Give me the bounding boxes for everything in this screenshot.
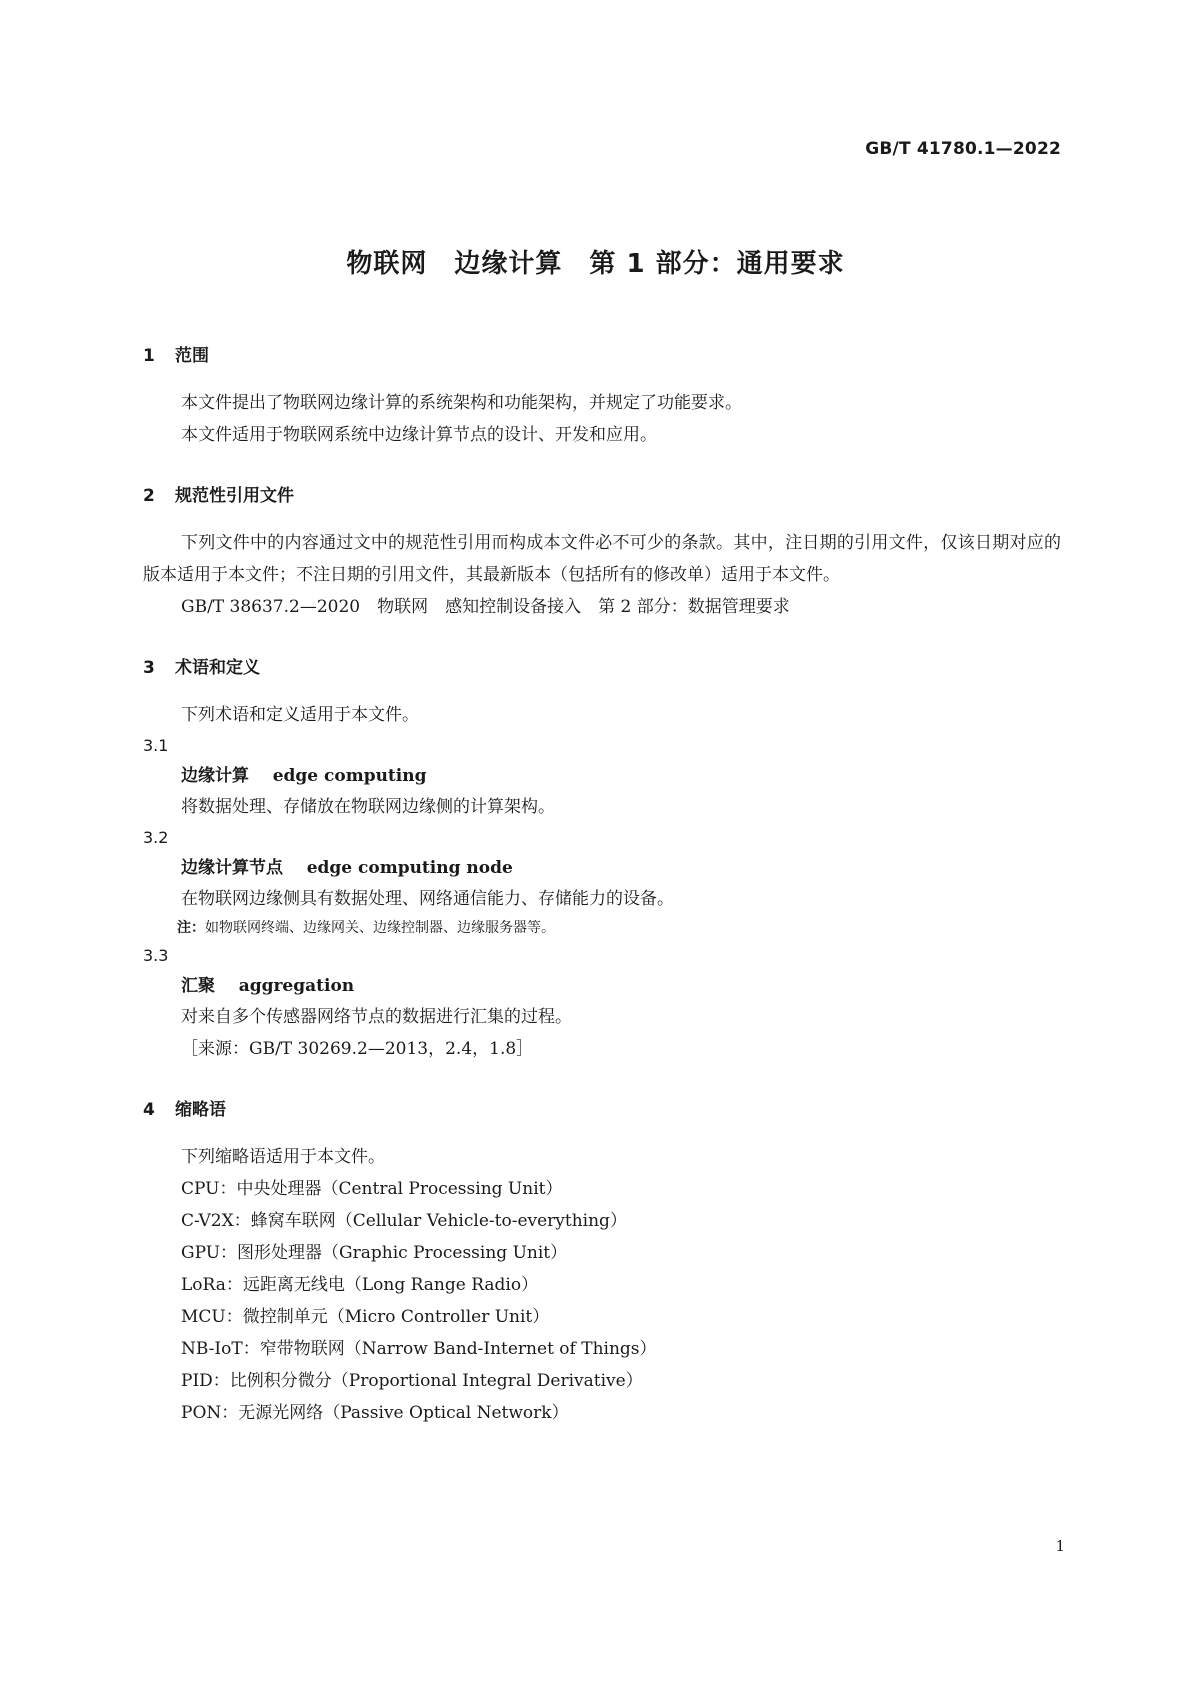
page-number: 1 — [1055, 1537, 1065, 1555]
abbreviation-item: C-V2X：蜂窝车联网（Cellular Vehicle-to-everything） — [181, 1211, 627, 1231]
term-number: 3.2 — [143, 828, 169, 847]
term-zh: 边缘计算节点 — [181, 858, 283, 878]
section-number: 4 — [143, 1100, 155, 1120]
term-definition: 将数据处理、存储放在物联网边缘侧的计算架构。 — [181, 797, 555, 817]
abbreviation-item: MCU：微控制单元（Micro Controller Unit） — [181, 1307, 550, 1327]
term-zh: 边缘计算 — [181, 766, 249, 786]
abbreviation-list — [143, 1173, 1061, 1429]
term-source: ［来源：GB/T 30269.2—2013，2.4，1.8］ — [181, 1039, 534, 1059]
section-4-heading — [143, 1099, 1061, 1121]
abbreviation-item: LoRa：远距离无线电（Long Range Radio） — [181, 1275, 539, 1295]
paragraph: 下列文件中的内容通过文中的规范性引用而构成本文件必不可少的条款。其中，注日期的引用文件，仅该日期对应的版本适用于本文件；不注日期的引用文件，其最新版本（包括所有的修改单）适用于本文件。 — [143, 533, 1061, 585]
section-title: 缩略语 — [175, 1100, 226, 1120]
paragraph: 下列术语和定义适用于本文件。 — [181, 705, 419, 725]
paragraph: 本文件适用于物联网系统中边缘计算节点的设计、开发和应用。 — [181, 425, 657, 445]
term-name — [143, 761, 1061, 791]
section-2-heading — [143, 485, 1061, 507]
note-text: 如物联网终端、边缘网关、边缘控制器、边缘服务器等。 — [205, 920, 555, 936]
section-title: 范围 — [175, 346, 209, 366]
section-3-heading — [143, 657, 1061, 679]
abbreviation-item: PID：比例积分微分（Proportional Integral Derivative） — [181, 1371, 643, 1391]
document-title: 物联网 边缘计算 第 1 部分：通用要求 — [346, 249, 845, 279]
term-name — [143, 853, 1061, 883]
standard-code: GB/T 41780.1—2022 — [865, 139, 1061, 159]
paragraph: 本文件提出了物联网边缘计算的系统架构和功能架构，并规定了功能要求。 — [181, 393, 742, 413]
term-number: 3.3 — [143, 946, 169, 965]
section-number: 1 — [143, 346, 155, 366]
section-title: 规范性引用文件 — [175, 486, 294, 506]
term-en: edge computing — [272, 766, 427, 786]
document-body — [143, 345, 1061, 1429]
abbreviation-item: PON：无源光网络（Passive Optical Network） — [181, 1403, 569, 1423]
section-title: 术语和定义 — [175, 658, 260, 678]
term-note — [143, 915, 1061, 941]
term-en: aggregation — [238, 976, 355, 996]
normative-reference: GB/T 38637.2—2020 物联网 感知控制设备接入 第 2 部分：数据管理要求 — [181, 597, 790, 617]
term-zh: 汇聚 — [181, 976, 215, 996]
term-number: 3.1 — [143, 736, 169, 755]
abbreviation-item: GPU：图形处理器（Graphic Processing Unit） — [181, 1243, 568, 1263]
term-definition: 在物联网边缘侧具有数据处理、网络通信能力、存储能力的设备。 — [181, 889, 674, 909]
note-label: 注： — [177, 920, 205, 936]
paragraph: 下列缩略语适用于本文件。 — [181, 1147, 385, 1167]
term-en: edge computing node — [306, 858, 513, 878]
abbreviation-item: NB-IoT：窄带物联网（Narrow Band-Internet of Things） — [181, 1339, 657, 1359]
term-definition: 对来自多个传感器网络节点的数据进行汇集的过程。 — [181, 1007, 572, 1027]
section-number: 3 — [143, 658, 155, 678]
term-name — [143, 971, 1061, 1001]
section-1-heading — [143, 345, 1061, 367]
section-number: 2 — [143, 486, 155, 506]
abbreviation-item: CPU：中央处理器（Central Processing Unit） — [181, 1179, 563, 1199]
